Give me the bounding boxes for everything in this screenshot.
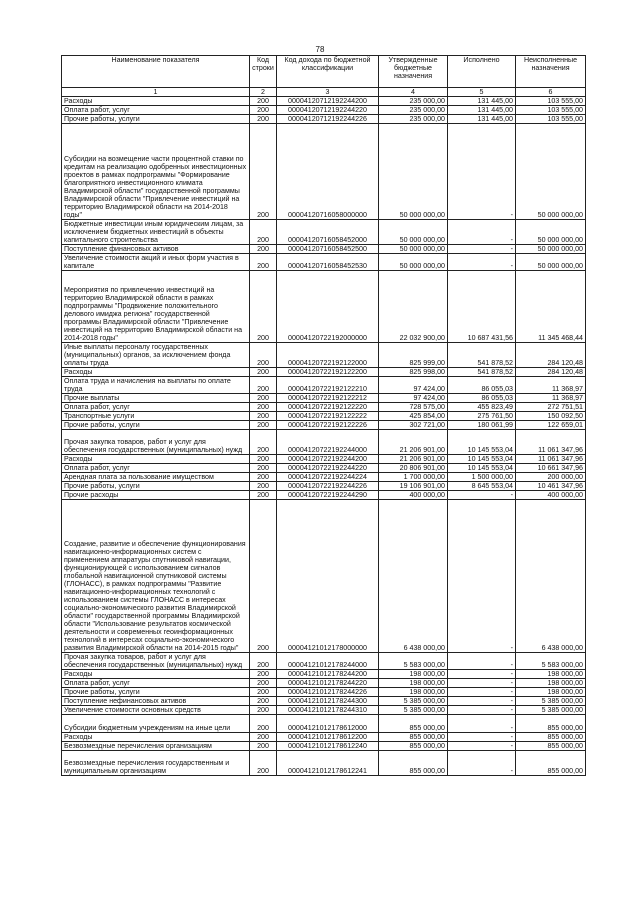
row-code: 200 <box>250 473 277 482</box>
column-number: 5 <box>448 88 516 97</box>
row-executed: 541 878,52 <box>448 343 516 368</box>
row-kbk: 00004121012178244220 <box>277 679 379 688</box>
row-name: Прочие выплаты <box>62 394 250 403</box>
row-approved: 198 000,00 <box>379 688 448 697</box>
row-executed: - <box>448 715 516 733</box>
row-code: 200 <box>250 697 277 706</box>
table-body <box>62 97 586 776</box>
column-number: 1 <box>62 88 250 97</box>
column-number: 6 <box>516 88 586 97</box>
row-executed: 131 445,00 <box>448 115 516 124</box>
row-unexecuted: 5 385 000,00 <box>516 697 586 706</box>
row-approved: 855 000,00 <box>379 733 448 742</box>
row-unexecuted: 150 092,50 <box>516 412 586 421</box>
row-name: Расходы <box>62 733 250 742</box>
row-name: Прочая закупка товаров, работ и услуг для обеспечения государственных (муниципальных) нужд <box>62 653 250 670</box>
header-approved: Утвержденные бюджетные назначения <box>379 56 448 88</box>
row-code: 200 <box>250 220 277 245</box>
row-code: 200 <box>250 430 277 455</box>
row-unexecuted: 11 061 347,96 <box>516 430 586 455</box>
row-approved: 825 998,00 <box>379 368 448 377</box>
row-code: 200 <box>250 115 277 124</box>
row-unexecuted: 198 000,00 <box>516 688 586 697</box>
row-executed: - <box>448 245 516 254</box>
row-code: 200 <box>250 653 277 670</box>
table-row <box>62 403 586 412</box>
row-kbk: 00004120722192244226 <box>277 482 379 491</box>
table-row <box>62 715 586 733</box>
row-executed: 86 055,03 <box>448 394 516 403</box>
row-unexecuted: 50 000 000,00 <box>516 254 586 271</box>
table-row <box>62 482 586 491</box>
row-executed: 131 445,00 <box>448 106 516 115</box>
row-code: 200 <box>250 688 277 697</box>
row-approved: 855 000,00 <box>379 751 448 776</box>
row-unexecuted: 855 000,00 <box>516 751 586 776</box>
row-name: Субсидии на возмещение части процентной ставки по кредитам на реализацию одобренных инвестиционных проектов в рамках подпрограммы "Формирование благоприятного инвестиционного климата Владимирской области" государственной программы Владимирской области "Привлечение инвестиций на территорию Владимирской области на 2014-2018 годы" <box>62 124 250 220</box>
row-approved: 425 854,00 <box>379 412 448 421</box>
header-name: Наименование показателя <box>62 56 250 88</box>
row-unexecuted: 10 661 347,96 <box>516 464 586 473</box>
table-row <box>62 254 586 271</box>
row-executed: - <box>448 706 516 715</box>
row-approved: 20 806 901,00 <box>379 464 448 473</box>
row-unexecuted: 103 555,00 <box>516 97 586 106</box>
row-executed: 10 145 553,04 <box>448 455 516 464</box>
row-approved: 302 721,00 <box>379 421 448 430</box>
row-name: Увеличение стоимости акций и иных форм участия в капитале <box>62 254 250 271</box>
table-row <box>62 394 586 403</box>
row-executed: - <box>448 751 516 776</box>
row-unexecuted: 103 555,00 <box>516 115 586 124</box>
row-executed: - <box>448 653 516 670</box>
row-code: 200 <box>250 421 277 430</box>
row-unexecuted: 855 000,00 <box>516 715 586 733</box>
row-name: Расходы <box>62 368 250 377</box>
row-approved: 5 385 000,00 <box>379 706 448 715</box>
header-executed: Исполнено <box>448 56 516 88</box>
table-row <box>62 670 586 679</box>
table-row <box>62 430 586 455</box>
row-unexecuted: 122 659,01 <box>516 421 586 430</box>
row-name: Оплата работ, услуг <box>62 106 250 115</box>
table-row <box>62 412 586 421</box>
row-executed: - <box>448 670 516 679</box>
page-number: 78 <box>315 45 325 54</box>
row-code: 200 <box>250 403 277 412</box>
row-code: 200 <box>250 670 277 679</box>
row-kbk: 00004120712192244200 <box>277 97 379 106</box>
row-kbk: 00004120722192122226 <box>277 421 379 430</box>
row-kbk: 00004120722192122200 <box>277 368 379 377</box>
row-code: 200 <box>250 455 277 464</box>
row-code: 200 <box>250 254 277 271</box>
row-unexecuted: 11 368,97 <box>516 377 586 394</box>
row-name: Оплата работ, услуг <box>62 679 250 688</box>
row-unexecuted: 5 583 000,00 <box>516 653 586 670</box>
row-name: Мероприятия по привлечению инвестиций на территорию Владимирской области в рамках подпрограммы "Продвижение положительного делового имиджа региона" государственной программы Владимирской области "Привлечение инвестиций на территорию Владимирской области на 2014-2018 годы" <box>62 271 250 343</box>
row-unexecuted: 198 000,00 <box>516 679 586 688</box>
row-unexecuted: 855 000,00 <box>516 733 586 742</box>
row-kbk: 00004120722192244200 <box>277 455 379 464</box>
row-code: 200 <box>250 491 277 500</box>
table-row <box>62 706 586 715</box>
table-row <box>62 742 586 751</box>
row-kbk: 00004120722192244224 <box>277 473 379 482</box>
row-kbk: 00004120722192122212 <box>277 394 379 403</box>
row-executed: - <box>448 500 516 653</box>
row-kbk: 00004120722192244290 <box>277 491 379 500</box>
row-approved: 1 700 000,00 <box>379 473 448 482</box>
table-row <box>62 491 586 500</box>
row-name: Оплата труда и начисления на выплаты по оплате труда <box>62 377 250 394</box>
column-number-row <box>62 88 586 97</box>
row-code: 200 <box>250 343 277 368</box>
row-code: 200 <box>250 464 277 473</box>
row-kbk: 00004120716058000000 <box>277 124 379 220</box>
row-unexecuted: 10 461 347,96 <box>516 482 586 491</box>
table-row <box>62 751 586 776</box>
row-approved: 198 000,00 <box>379 670 448 679</box>
row-name: Расходы <box>62 455 250 464</box>
row-executed: 541 878,52 <box>448 368 516 377</box>
row-name: Транспортные услуги <box>62 412 250 421</box>
row-executed: 10 145 553,04 <box>448 430 516 455</box>
row-name: Оплата работ, услуг <box>62 403 250 412</box>
row-code: 200 <box>250 412 277 421</box>
row-approved: 198 000,00 <box>379 679 448 688</box>
row-executed: 455 823,49 <box>448 403 516 412</box>
row-executed: 8 645 553,04 <box>448 482 516 491</box>
row-executed: 10 145 553,04 <box>448 464 516 473</box>
row-unexecuted: 50 000 000,00 <box>516 245 586 254</box>
row-unexecuted: 11 061 347,96 <box>516 455 586 464</box>
table-row <box>62 271 586 343</box>
row-executed: 10 687 431,56 <box>448 271 516 343</box>
row-code: 200 <box>250 679 277 688</box>
column-number: 3 <box>277 88 379 97</box>
table-row <box>62 343 586 368</box>
row-kbk: 00004121012178244000 <box>277 653 379 670</box>
row-name: Прочие работы, услуги <box>62 115 250 124</box>
row-name: Безвозмездные перечисления государственным и муниципальным организациям <box>62 751 250 776</box>
row-name: Прочие работы, услуги <box>62 688 250 697</box>
row-executed: 131 445,00 <box>448 97 516 106</box>
row-kbk: 00004120722192122220 <box>277 403 379 412</box>
row-unexecuted: 50 000 000,00 <box>516 220 586 245</box>
row-kbk: 00004121012178244226 <box>277 688 379 697</box>
row-code: 200 <box>250 124 277 220</box>
header-code: Код строки <box>250 56 277 88</box>
row-code: 200 <box>250 742 277 751</box>
row-kbk: 00004121012178244200 <box>277 670 379 679</box>
table-row <box>62 97 586 106</box>
row-approved: 6 438 000,00 <box>379 500 448 653</box>
table-row <box>62 368 586 377</box>
row-approved: 50 000 000,00 <box>379 254 448 271</box>
row-executed: 1 500 000,00 <box>448 473 516 482</box>
row-kbk: 00004120716058452000 <box>277 220 379 245</box>
row-unexecuted: 50 000 000,00 <box>516 124 586 220</box>
table-row <box>62 377 586 394</box>
row-approved: 5 385 000,00 <box>379 697 448 706</box>
table-row <box>62 500 586 653</box>
table-row <box>62 464 586 473</box>
row-approved: 235 000,00 <box>379 97 448 106</box>
row-unexecuted: 272 751,51 <box>516 403 586 412</box>
row-executed: - <box>448 679 516 688</box>
row-kbk: 00004120712192244226 <box>277 115 379 124</box>
table-row <box>62 115 586 124</box>
row-executed: - <box>448 124 516 220</box>
row-kbk: 00004121012178612200 <box>277 733 379 742</box>
row-kbk: 00004120716058452530 <box>277 254 379 271</box>
row-kbk: 00004121012178000000 <box>277 500 379 653</box>
row-approved: 50 000 000,00 <box>379 220 448 245</box>
row-kbk: 00004121012178612000 <box>277 715 379 733</box>
row-kbk: 00004120712192244220 <box>277 106 379 115</box>
row-executed: 180 061,99 <box>448 421 516 430</box>
table-row <box>62 421 586 430</box>
row-name: Бюджетные инвестиции иным юридическим лицам, за исключением бюджетных инвестиций в объекты капитального строительства <box>62 220 250 245</box>
row-unexecuted: 11 345 468,44 <box>516 271 586 343</box>
row-approved: 97 424,00 <box>379 394 448 403</box>
row-code: 200 <box>250 733 277 742</box>
row-unexecuted: 103 555,00 <box>516 106 586 115</box>
header-row <box>62 56 586 88</box>
row-name: Прочая закупка товаров, работ и услуг для обеспечения государственных (муниципальных) нужд <box>62 430 250 455</box>
table-row <box>62 653 586 670</box>
row-kbk: 00004121012178612241 <box>277 751 379 776</box>
table-row <box>62 697 586 706</box>
row-executed: - <box>448 688 516 697</box>
row-executed: 86 055,03 <box>448 377 516 394</box>
row-unexecuted: 855 000,00 <box>516 742 586 751</box>
row-executed: - <box>448 697 516 706</box>
row-executed: - <box>448 220 516 245</box>
row-unexecuted: 284 120,48 <box>516 368 586 377</box>
row-kbk: 00004121012178244300 <box>277 697 379 706</box>
row-code: 200 <box>250 500 277 653</box>
row-name: Расходы <box>62 97 250 106</box>
row-executed: - <box>448 742 516 751</box>
row-kbk: 00004120722192000000 <box>277 271 379 343</box>
row-kbk: 00004121012178612240 <box>277 742 379 751</box>
row-approved: 97 424,00 <box>379 377 448 394</box>
row-approved: 22 032 900,00 <box>379 271 448 343</box>
row-unexecuted: 200 000,00 <box>516 473 586 482</box>
table-row <box>62 245 586 254</box>
row-name: Субсидии бюджетным учреждениям на иные цели <box>62 715 250 733</box>
row-approved: 235 000,00 <box>379 106 448 115</box>
row-approved: 400 000,00 <box>379 491 448 500</box>
table-row <box>62 455 586 464</box>
row-kbk: 00004120722192122210 <box>277 377 379 394</box>
row-code: 200 <box>250 368 277 377</box>
table-row <box>62 473 586 482</box>
row-name: Поступление нефинансовых активов <box>62 697 250 706</box>
row-approved: 21 206 901,00 <box>379 430 448 455</box>
table-row <box>62 733 586 742</box>
row-name: Прочие работы, услуги <box>62 421 250 430</box>
column-number: 2 <box>250 88 277 97</box>
row-name: Арендная плата за пользование имуществом <box>62 473 250 482</box>
row-unexecuted: 6 438 000,00 <box>516 500 586 653</box>
row-code: 200 <box>250 245 277 254</box>
header-kbk: Код дохода по бюджетной классификации <box>277 56 379 88</box>
row-code: 200 <box>250 377 277 394</box>
row-executed: 275 761,50 <box>448 412 516 421</box>
budget-execution-table <box>61 55 586 776</box>
row-unexecuted: 400 000,00 <box>516 491 586 500</box>
table-row <box>62 124 586 220</box>
row-name: Безвозмездные перечисления организациям <box>62 742 250 751</box>
row-approved: 19 106 901,00 <box>379 482 448 491</box>
row-name: Оплата работ, услуг <box>62 464 250 473</box>
row-name: Поступление финансовых активов <box>62 245 250 254</box>
row-code: 200 <box>250 394 277 403</box>
row-kbk: 00004120716058452500 <box>277 245 379 254</box>
row-approved: 728 575,00 <box>379 403 448 412</box>
table-row <box>62 679 586 688</box>
table-row <box>62 220 586 245</box>
row-name: Расходы <box>62 670 250 679</box>
row-unexecuted: 284 120,48 <box>516 343 586 368</box>
row-kbk: 00004121012178244310 <box>277 706 379 715</box>
row-name: Прочие работы, услуги <box>62 482 250 491</box>
row-approved: 825 999,00 <box>379 343 448 368</box>
row-unexecuted: 198 000,00 <box>516 670 586 679</box>
row-kbk: 00004120722192244220 <box>277 464 379 473</box>
row-name: Увеличение стоимости основных средств <box>62 706 250 715</box>
row-name: Создание, развитие и обеспечение функционирования навигационно-информационных систем с применением аппаратуры спутниковой навигации, функционирующей с использованием сигналов глобальной навигационной спутниковой системы (ГЛОНАСС), в рамках подпрограммы "Развитие навигационно-информационных технологий с использованием системы ГЛОНАСС в интересах социально-экономического развития Владимирской области" государственной программы Владимирской области "Использование результатов космической деятельности и современных геоинформационных технологий в интересах социально-экономического развития Владимирской области на 2014-2015 годы" <box>62 500 250 653</box>
row-code: 200 <box>250 706 277 715</box>
row-unexecuted: 11 368,97 <box>516 394 586 403</box>
row-kbk: 00004120722192122000 <box>277 343 379 368</box>
table-row <box>62 106 586 115</box>
row-name: Иные выплаты персоналу государственных (муниципальных) органов, за исключением фонда оплаты труда <box>62 343 250 368</box>
row-executed: - <box>448 491 516 500</box>
row-code: 200 <box>250 97 277 106</box>
row-approved: 855 000,00 <box>379 715 448 733</box>
row-code: 200 <box>250 106 277 115</box>
row-kbk: 00004120722192244000 <box>277 430 379 455</box>
row-approved: 235 000,00 <box>379 115 448 124</box>
row-approved: 5 583 000,00 <box>379 653 448 670</box>
table-row <box>62 688 586 697</box>
row-code: 200 <box>250 482 277 491</box>
row-approved: 855 000,00 <box>379 742 448 751</box>
row-executed: - <box>448 733 516 742</box>
row-code: 200 <box>250 715 277 733</box>
row-code: 200 <box>250 271 277 343</box>
row-approved: 50 000 000,00 <box>379 245 448 254</box>
column-number: 4 <box>379 88 448 97</box>
row-executed: - <box>448 254 516 271</box>
row-kbk: 00004120722192122222 <box>277 412 379 421</box>
row-approved: 21 206 901,00 <box>379 455 448 464</box>
row-name: Прочие расходы <box>62 491 250 500</box>
row-approved: 50 000 000,00 <box>379 124 448 220</box>
header-unexecuted: Неисполненные назначения <box>516 56 586 88</box>
row-code: 200 <box>250 751 277 776</box>
row-unexecuted: 5 385 000,00 <box>516 706 586 715</box>
